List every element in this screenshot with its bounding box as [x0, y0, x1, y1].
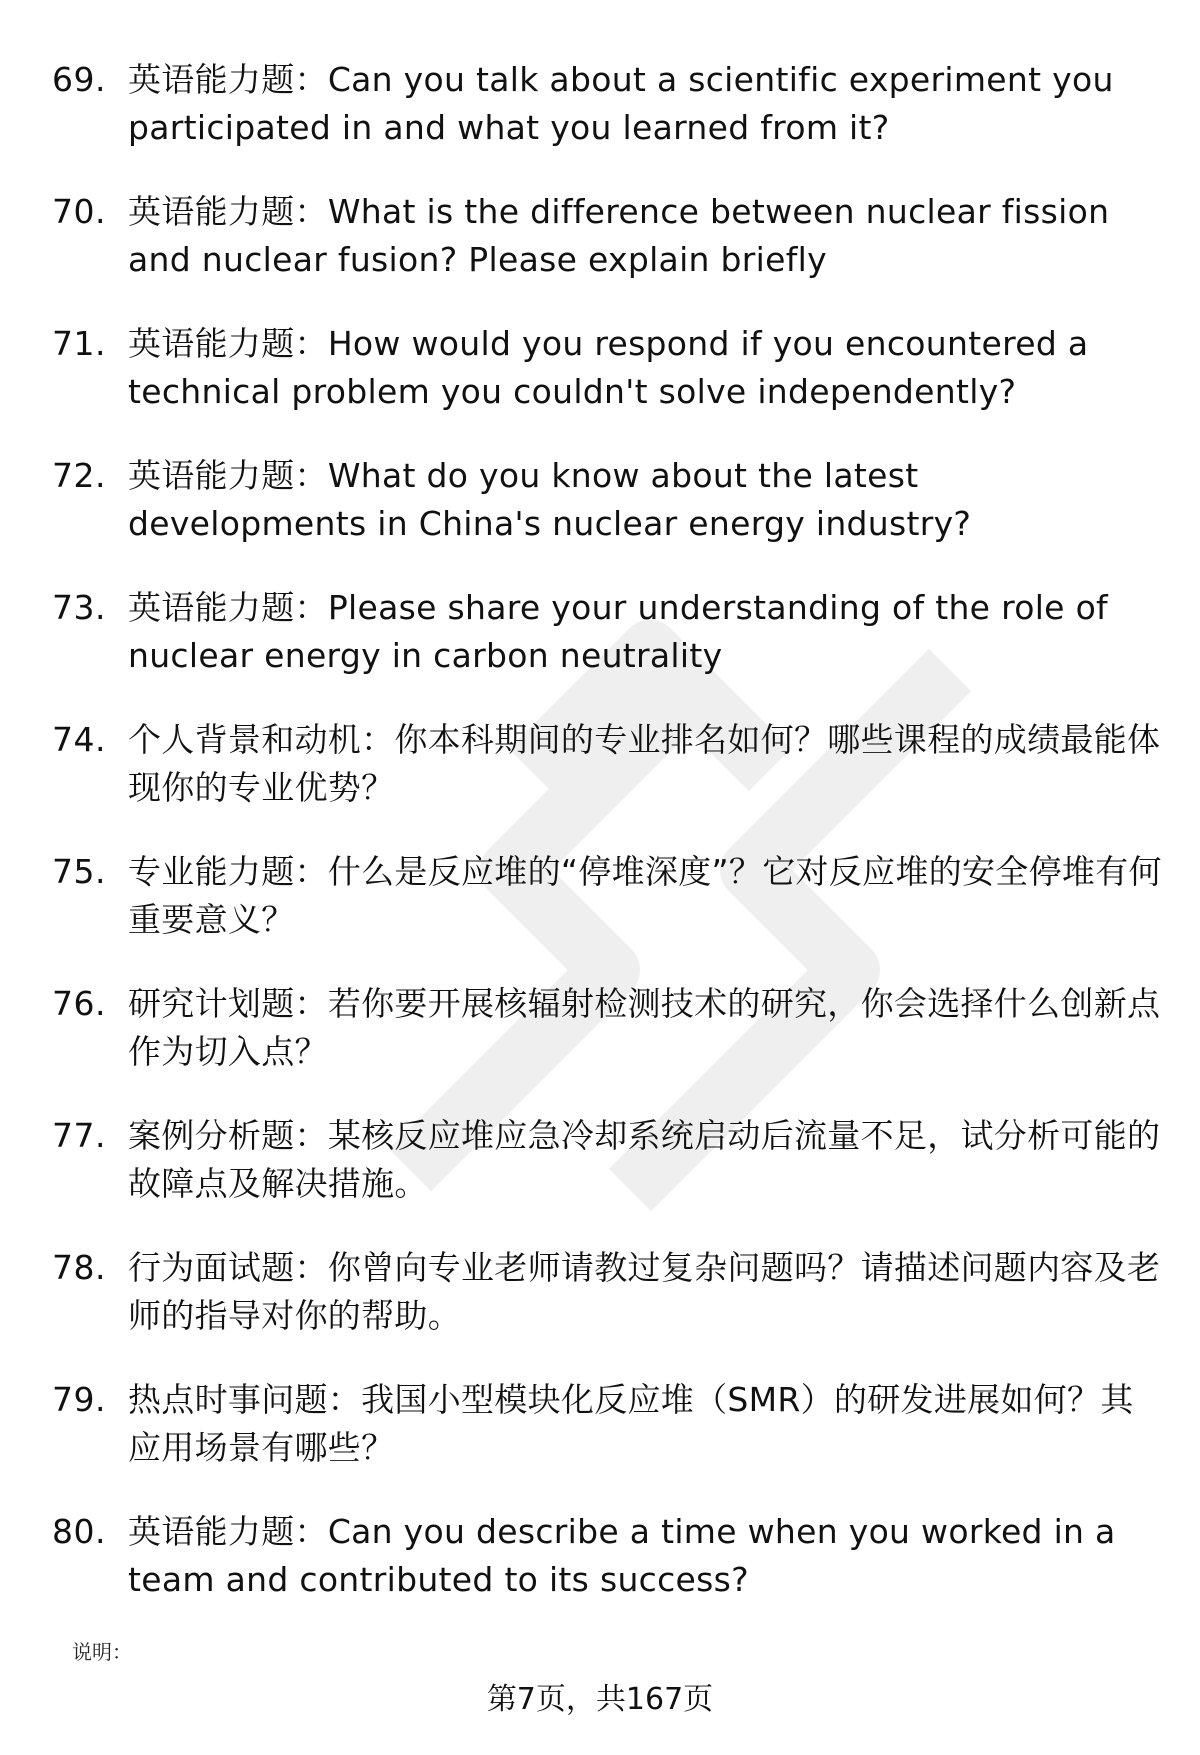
question-body: [128, 56, 1162, 152]
note-label: 说明：: [72, 1640, 132, 1664]
question-text: Can you talk about a scientific experiment you participated in and what you learned from it?: [128, 60, 1114, 147]
question-item: [52, 584, 1162, 716]
question-text: What do you know about the latest developments in China's nuclear energy industry?: [128, 456, 972, 543]
question-number: 71.: [52, 324, 106, 363]
question-body: [128, 1244, 1162, 1340]
question-text: 某核反应堆应急冷却系统启动后流量不足，试分析可能的故障点及解决措施。: [128, 1116, 1161, 1203]
question-item: [52, 848, 1162, 980]
question-number: 76.: [52, 984, 106, 1023]
question-item: [52, 1112, 1162, 1244]
question-item: [52, 980, 1162, 1112]
question-item: [52, 1244, 1162, 1376]
question-text: How would you respond if you encountered a technical problem you couldn't solve independently?: [128, 324, 1089, 411]
question-body: [128, 1112, 1162, 1208]
question-body: [128, 584, 1162, 680]
question-text: What is the difference between nuclear fission and nuclear fusion? Please explain briefly: [128, 192, 1110, 279]
question-item: [52, 716, 1162, 848]
question-item: [52, 56, 1162, 188]
question-number: 73.: [52, 588, 106, 627]
question-item: [52, 1508, 1162, 1640]
question-category: 行为面试题：: [128, 1248, 328, 1287]
question-text: Can you describe a time when you worked in a team and contributed to its success?: [128, 1512, 1116, 1599]
question-body: [128, 980, 1162, 1076]
question-category: 研究计划题：: [128, 984, 328, 1023]
question-item: [52, 452, 1162, 584]
question-category: 英语能力题：: [128, 60, 328, 99]
question-number: 69.: [52, 60, 106, 99]
page-footer: 第7页，共167页: [486, 1682, 714, 1717]
question-item: [52, 188, 1162, 320]
question-text: 若你要开展核辐射检测技术的研究，你会选择什么创新点作为切入点？: [128, 984, 1161, 1071]
question-text: Please share your understanding of the role of nuclear energy in carbon neutrality: [128, 588, 1108, 675]
question-text: 什么是反应堆的“停堆深度”？它对反应堆的安全停堆有何重要意义？: [128, 852, 1162, 939]
question-number: 70.: [52, 192, 106, 231]
question-text: 我国小型模块化反应堆（SMR）的研发进展如何？其应用场景有哪些？: [128, 1380, 1134, 1467]
question-category: 专业能力题：: [128, 852, 328, 891]
question-category: 英语能力题：: [128, 588, 328, 627]
question-body: [128, 188, 1162, 284]
question-category: 英语能力题：: [128, 1512, 328, 1551]
question-body: [128, 848, 1162, 944]
question-body: [128, 452, 1162, 548]
question-item: [52, 320, 1162, 452]
question-list: [52, 56, 1162, 1640]
question-category: 个人背景和动机：: [128, 720, 395, 759]
question-number: 79.: [52, 1380, 106, 1419]
question-number: 74.: [52, 720, 106, 759]
question-body: [128, 320, 1162, 416]
question-number: 75.: [52, 852, 106, 891]
question-number: 80.: [52, 1512, 106, 1551]
question-body: [128, 1376, 1162, 1472]
question-text: 你本科期间的专业排名如何？哪些课程的成绩最能体现你的专业优势？: [128, 720, 1161, 807]
question-category: 热点时事问题：: [128, 1380, 362, 1419]
question-category: 英语能力题：: [128, 456, 328, 495]
question-category: 案例分析题：: [128, 1116, 328, 1155]
question-category: 英语能力题：: [128, 192, 328, 231]
question-body: [128, 1508, 1162, 1604]
question-body: [128, 716, 1162, 812]
question-number: 72.: [52, 456, 106, 495]
question-number: 78.: [52, 1248, 106, 1287]
question-text: 你曾向专业老师请教过复杂问题吗？请描述问题内容及老师的指导对你的帮助。: [128, 1248, 1161, 1335]
question-number: 77.: [52, 1116, 106, 1155]
question-item: [52, 1376, 1162, 1508]
question-category: 英语能力题：: [128, 324, 328, 363]
